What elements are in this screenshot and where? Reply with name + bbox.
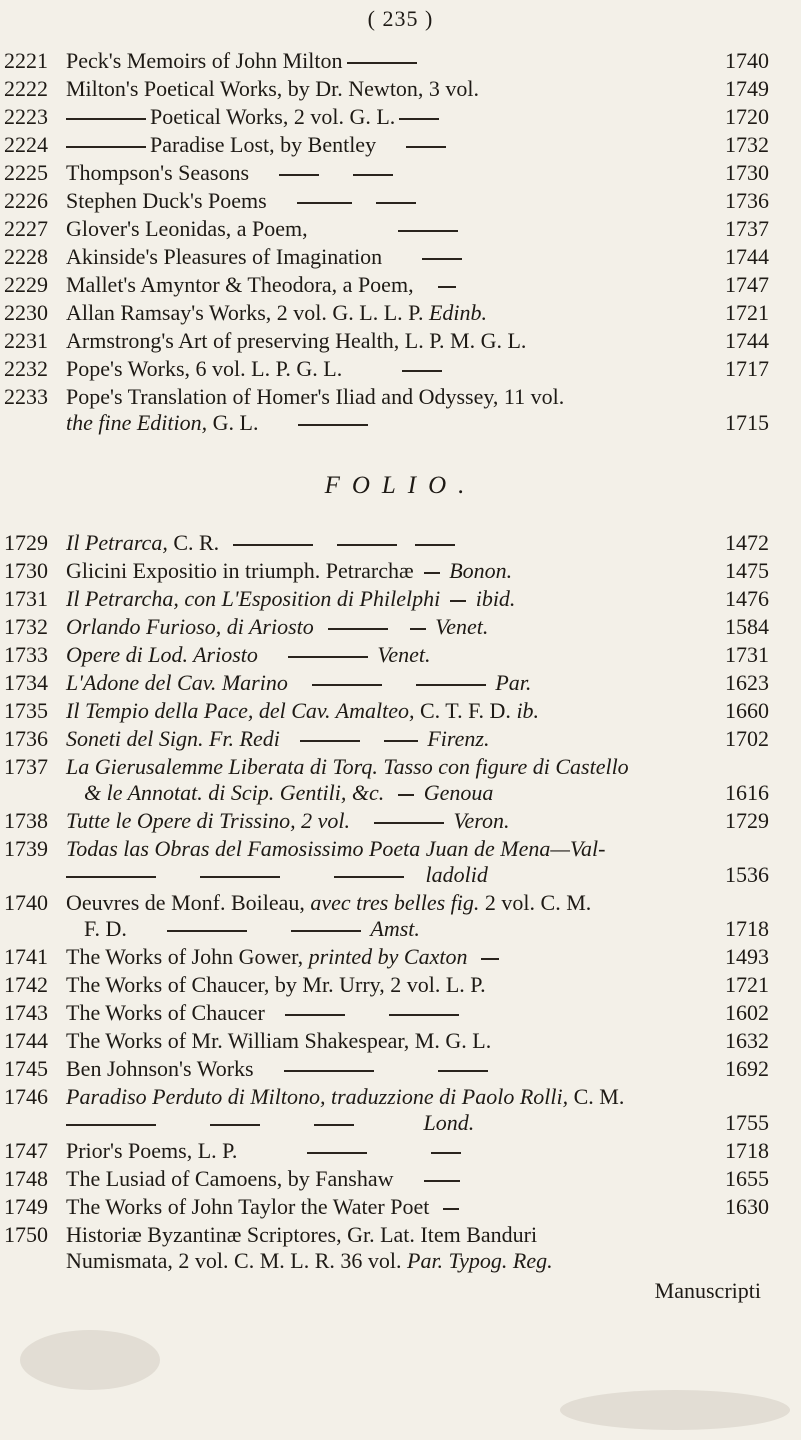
lot-title: Thompson's Seasons bbox=[66, 160, 397, 186]
place-of-print: Par. Typog. Reg. bbox=[407, 1248, 553, 1273]
lot-title: Pope's Translation of Homer's Iliad and Odyssey, 11 vol. bbox=[66, 384, 565, 409]
place-of-print: Edinb. bbox=[428, 300, 488, 325]
lot-number: 2232 bbox=[4, 356, 48, 381]
lot-title-continuation: ladolid bbox=[66, 862, 488, 888]
lot-title: Peck's Memoirs of John Milton bbox=[66, 48, 421, 74]
lot-title: The Lusiad of Camoens, by Fanshaw bbox=[66, 1166, 464, 1192]
lot-title: Stephen Duck's Poems bbox=[66, 188, 420, 214]
lot-year: 1630 bbox=[725, 1194, 769, 1219]
lot-number: 1745 bbox=[4, 1056, 48, 1081]
lot-year: 1737 bbox=[725, 216, 769, 241]
lot-year: 1747 bbox=[725, 272, 769, 297]
paper-stain bbox=[560, 1390, 790, 1430]
lot-title: Tutte le Opere di Trissino, 2 vol. Veron. bbox=[66, 808, 510, 833]
lot-year: 1602 bbox=[725, 1000, 769, 1025]
lot-title: Akinside's Pleasures of Imagination bbox=[66, 244, 466, 270]
lot-number: 1733 bbox=[4, 642, 48, 667]
lot-year: 1632 bbox=[725, 1028, 769, 1053]
lot-title: Armstrong's Art of preserving Health, L. P. M. G. L. bbox=[66, 328, 527, 353]
lot-title: Il Petrarca, C. R. bbox=[66, 530, 459, 556]
lot-title: The Works of Chaucer bbox=[66, 1000, 463, 1026]
lot-title: Mallet's Amyntor & Theodora, a Poem, bbox=[66, 272, 460, 298]
lot-title: The Works of John Taylor the Water Poet bbox=[66, 1194, 463, 1220]
lot-year: 1655 bbox=[725, 1166, 769, 1191]
place-of-print: Amst. bbox=[370, 916, 420, 941]
lot-number: 1746 bbox=[4, 1084, 48, 1109]
lot-year: 1692 bbox=[725, 1056, 769, 1081]
lot-year: 1744 bbox=[725, 328, 769, 353]
lot-number: 1749 bbox=[4, 1194, 48, 1219]
lot-number: 2231 bbox=[4, 328, 48, 353]
lot-number: 2226 bbox=[4, 188, 48, 213]
lot-year: 1749 bbox=[725, 76, 769, 101]
lot-title: Paradise Lost, by Bentley bbox=[66, 132, 450, 158]
lot-year: 1616 bbox=[725, 780, 769, 805]
place-of-print: Venet. bbox=[377, 642, 431, 667]
lot-number: 1747 bbox=[4, 1138, 48, 1163]
lot-number: 1743 bbox=[4, 1000, 48, 1025]
lot-number: 2224 bbox=[4, 132, 48, 157]
lot-title: Todas las Obras del Famosissimo Poeta Juan de Mena—Val- bbox=[66, 836, 606, 861]
lot-year: 1730 bbox=[725, 160, 769, 185]
place-of-print: Lond. bbox=[423, 1110, 475, 1135]
lot-number: 2230 bbox=[4, 300, 48, 325]
catchword: Manuscripti bbox=[654, 1278, 761, 1303]
lot-number: 1731 bbox=[4, 586, 48, 611]
lot-title: The Works of Chaucer, by Mr. Urry, 2 vol. L. P. bbox=[66, 972, 486, 997]
lot-year: 1472 bbox=[725, 530, 769, 555]
lot-number: 1734 bbox=[4, 670, 48, 695]
place-of-print: Veron. bbox=[453, 808, 510, 833]
lot-year: 1729 bbox=[725, 808, 769, 833]
lot-title: The Works of Mr. William Shakespear, M. G. L. bbox=[66, 1028, 492, 1053]
lot-title-continuation: the fine Edition, G. L. bbox=[66, 410, 372, 436]
place-of-print: ibid. bbox=[475, 586, 516, 611]
lot-year: 1660 bbox=[725, 698, 769, 723]
lot-number: 1729 bbox=[4, 530, 48, 555]
lot-number: 1740 bbox=[4, 890, 48, 915]
lot-title: Historiæ Byzantinæ Scriptores, Gr. Lat. Item Banduri bbox=[66, 1222, 538, 1247]
lot-year: 1493 bbox=[725, 944, 769, 969]
lot-title: Pope's Works, 6 vol. L. P. G. L. bbox=[66, 356, 446, 382]
lot-year: 1702 bbox=[725, 726, 769, 751]
lot-title: Allan Ramsay's Works, 2 vol. G. L. L. P. Edinb. bbox=[66, 300, 488, 325]
lot-number: 1737 bbox=[4, 754, 48, 779]
lot-year: 1721 bbox=[725, 300, 769, 325]
lot-number: 1730 bbox=[4, 558, 48, 583]
lot-number: 1744 bbox=[4, 1028, 48, 1053]
lot-title: Prior's Poems, L. P. bbox=[66, 1138, 465, 1164]
page-number: ( 235 ) bbox=[367, 6, 434, 31]
lot-number: 1736 bbox=[4, 726, 48, 751]
lot-title: Opere di Lod. Ariosto Venet. bbox=[66, 642, 431, 667]
place-of-print: Genoua bbox=[423, 780, 494, 805]
lot-number: 2221 bbox=[4, 48, 48, 73]
lot-year: 1720 bbox=[725, 104, 769, 129]
place-of-print: Firenz. bbox=[427, 726, 490, 751]
lot-number: 1742 bbox=[4, 972, 48, 997]
lot-number: 2229 bbox=[4, 272, 48, 297]
lot-number: 1738 bbox=[4, 808, 48, 833]
place-of-print: Bonon. bbox=[449, 558, 513, 583]
lot-title: Orlando Furioso, di Ariosto Venet. bbox=[66, 614, 489, 639]
lot-title: Glicini Expositio in triumph. Petrarchæ Bonon. bbox=[66, 558, 513, 583]
lot-number: 2222 bbox=[4, 76, 48, 101]
lot-title: Il Tempio della Pace, del Cav. Amalteo, C. T. F. D. ib. bbox=[66, 698, 540, 723]
lot-number: 2227 bbox=[4, 216, 48, 241]
lot-year: 1476 bbox=[725, 586, 769, 611]
lot-title: Poetical Works, 2 vol. G. L. bbox=[66, 104, 443, 130]
lot-title-continuation bbox=[66, 1110, 474, 1136]
lot-title: Il Petrarcha, con L'Esposition di Philelphi ibid. bbox=[66, 586, 516, 611]
lot-year: 1740 bbox=[725, 48, 769, 73]
lot-title-continuation: & le Annotat. di Scip. Gentili, &c. Genoua bbox=[84, 780, 494, 805]
lot-year: 1717 bbox=[725, 356, 769, 381]
lot-title-continuation: Numismata, 2 vol. C. M. L. R. 36 vol. Par. Typog. Reg. bbox=[66, 1248, 553, 1273]
lot-number: 2225 bbox=[4, 160, 48, 185]
lot-title-continuation: F. D. Amst. bbox=[84, 916, 420, 941]
lot-year: 1732 bbox=[725, 132, 769, 157]
lot-year: 1731 bbox=[725, 642, 769, 667]
lot-year: 1736 bbox=[725, 188, 769, 213]
lot-number: 1748 bbox=[4, 1166, 48, 1191]
lot-title: Milton's Poetical Works, by Dr. Newton, 3 vol. bbox=[66, 76, 480, 101]
lot-year: 1721 bbox=[725, 972, 769, 997]
lot-title: Ben Johnson's Works bbox=[66, 1056, 492, 1082]
lot-year: 1744 bbox=[725, 244, 769, 269]
lot-number: 2228 bbox=[4, 244, 48, 269]
lot-year: 1475 bbox=[725, 558, 769, 583]
lot-title: La Gierusalemme Liberata di Torq. Tasso con figure di Castello bbox=[66, 754, 629, 779]
lot-year: 1536 bbox=[725, 862, 769, 887]
lot-year: 1718 bbox=[725, 1138, 769, 1163]
lot-number: 1741 bbox=[4, 944, 48, 969]
lot-year: 1755 bbox=[725, 1110, 769, 1135]
lot-number: 1739 bbox=[4, 836, 48, 861]
place-of-print: ib. bbox=[516, 698, 540, 723]
paper-stain bbox=[20, 1330, 160, 1390]
lot-title: Soneti del Sign. Fr. Redi Firenz. bbox=[66, 726, 490, 751]
lot-number: 2233 bbox=[4, 384, 48, 409]
lot-number: 1750 bbox=[4, 1222, 48, 1247]
lot-number: 2223 bbox=[4, 104, 48, 129]
lot-title: Paradiso Perduto di Miltono, traduzzione di Paolo Rolli, C. M. bbox=[66, 1084, 625, 1109]
lot-title: Glover's Leonidas, a Poem, bbox=[66, 216, 462, 242]
lot-year: 1718 bbox=[725, 916, 769, 941]
lot-title: L'Adone del Cav. Marino Par. bbox=[66, 670, 532, 695]
place-of-print: Par. bbox=[495, 670, 532, 695]
lot-title: The Works of John Gower, printed by Caxton bbox=[66, 944, 503, 970]
lot-number: 1732 bbox=[4, 614, 48, 639]
lot-year: 1584 bbox=[725, 614, 769, 639]
section-heading: FOLIO. bbox=[324, 472, 477, 499]
place-of-print: Venet. bbox=[435, 614, 489, 639]
lot-year: 1623 bbox=[725, 670, 769, 695]
lot-year: 1715 bbox=[725, 410, 769, 435]
lot-title: Oeuvres de Monf. Boileau, avec tres belles fig. 2 vol. C. M. bbox=[66, 890, 592, 915]
lot-number: 1735 bbox=[4, 698, 48, 723]
